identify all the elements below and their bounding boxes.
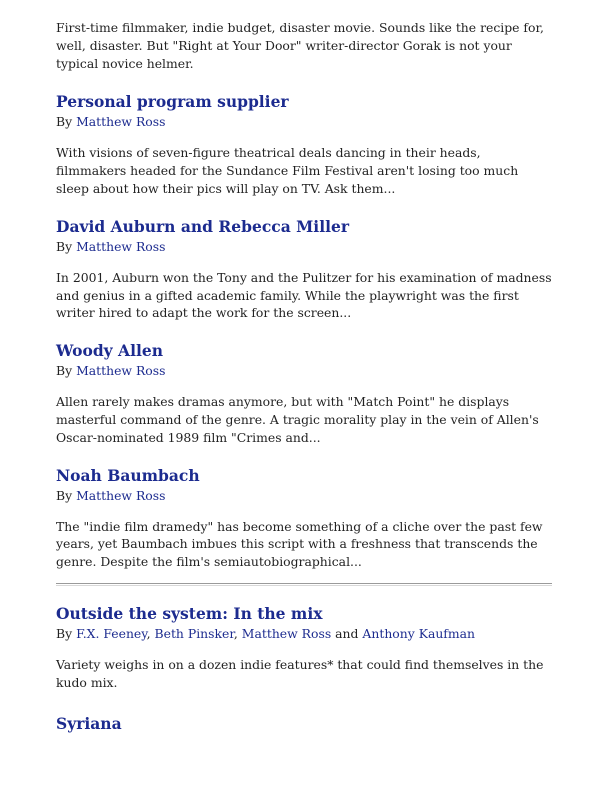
article-list xyxy=(56,19,552,734)
byline xyxy=(56,363,552,379)
byline xyxy=(56,114,552,130)
article-item xyxy=(56,92,552,197)
section-summary: Variety weighs in on a dozen indie features* that could find themselves in the kudo mix. xyxy=(56,656,544,690)
byline xyxy=(56,488,552,504)
author-link[interactable]: Matthew Ross xyxy=(76,363,166,379)
article-summary: In 2001, Auburn won the Tony and the Pulitzer for his examination of madness and genius in a gifted academic family. While the playwright was the first writer hired to adapt the work for the screen... xyxy=(56,269,552,321)
section-lead-article xyxy=(56,604,552,692)
by-label: By xyxy=(56,487,73,503)
article-summary: The "indie film dramedy" has become something of a cliche over the past few years, yet Baumbach imbues this script with a freshness that transcends the genre. Despite the film's semiautobiographical... xyxy=(56,518,543,570)
by-label: By xyxy=(56,114,73,130)
author-link[interactable]: Matthew Ross xyxy=(76,238,166,254)
and-label: and xyxy=(335,625,359,641)
article-item xyxy=(56,217,552,322)
by-label: By xyxy=(56,625,73,641)
byline xyxy=(56,239,552,255)
by-label: By xyxy=(56,238,73,254)
intro-summary: First-time filmmaker, indie budget, disaster movie. Sounds like the recipe for, well, disaster. But "Right at Your Door" writer-director Gorak is not your typical novice helmer. xyxy=(56,20,544,71)
author-link[interactable]: Anthony Kaufman xyxy=(362,625,476,641)
author-link[interactable]: Matthew Ross xyxy=(76,487,166,503)
article-item xyxy=(56,466,552,571)
article-headline[interactable]: David Auburn and Rebecca Miller xyxy=(56,216,350,236)
article-headline[interactable]: Woody Allen xyxy=(56,341,163,361)
section-divider xyxy=(56,583,552,586)
section-headline[interactable]: Outside the system: In the mix xyxy=(56,603,323,623)
article-summary: With visions of seven-figure theatrical deals dancing in their heads, filmmakers headed for the Sundance Film Festival aren't losing too much sleep about how their pics will play on TV. Ask them... xyxy=(56,145,519,196)
author-link[interactable]: Beth Pinsker xyxy=(154,625,234,641)
byline: By F.X. Feeney, Beth Pinsker, Matthew Ross and Anthony Kaufman xyxy=(56,625,476,641)
by-label: By xyxy=(56,363,73,379)
article-headline-syriana[interactable]: Syriana xyxy=(56,713,122,733)
article-headline[interactable]: Personal program supplier xyxy=(56,92,289,112)
author-link[interactable]: F.X. Feeney xyxy=(76,625,147,641)
author-link[interactable]: Matthew Ross xyxy=(76,114,166,130)
article-summary: Allen rarely makes dramas anymore, but with "Match Point" he displays masterful command of the genre. A tragic morality play in the vein of Allen's Oscar-nominated 1989 film "Crimes and... xyxy=(56,394,539,445)
article-item xyxy=(56,341,552,446)
article-headline[interactable]: Noah Baumbach xyxy=(56,465,200,485)
author-link[interactable]: Matthew Ross xyxy=(241,625,332,641)
